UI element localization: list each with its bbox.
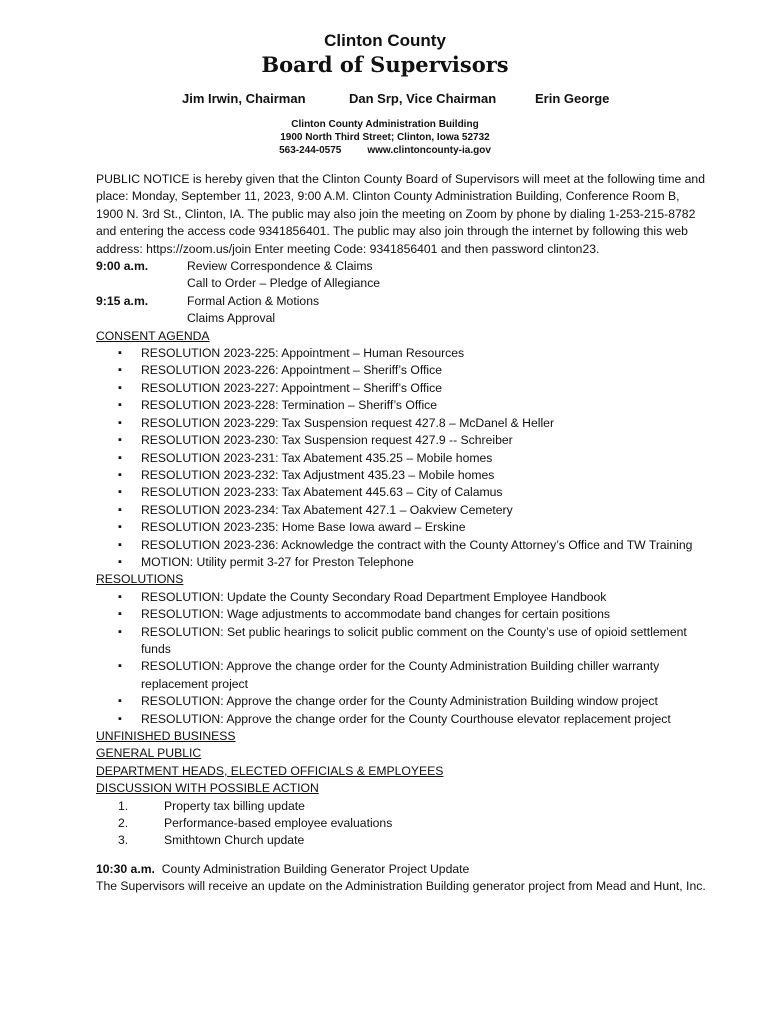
item-number: 2.	[118, 816, 129, 831]
list-item	[96, 798, 706, 815]
member-george: Erin George	[535, 91, 610, 106]
list-item: ▪ RESOLUTION 2023-225: Appointment – Human Resources	[96, 345, 706, 362]
item-text: Smithtown Church update	[164, 833, 305, 848]
list-item: ▪ RESOLUTION: Approve the change order for the County Administration Building chiller warranty replacement project	[96, 658, 706, 693]
list-item: ▪ RESOLUTION: Update the County Secondary Road Department Employee Handbook	[96, 589, 706, 606]
list-item: ▪ MOTION: Utility permit 3-27 for Preston Telephone	[96, 554, 706, 571]
schedule-item: Review Correspondence & Claims	[187, 259, 373, 274]
member-chairman: Jim Irwin, Chairman	[182, 91, 306, 106]
schedule-time: 9:00 a.m.	[96, 259, 149, 274]
schedule-row	[96, 293, 706, 310]
consent-agenda-heading: CONSENT AGENDA	[96, 328, 210, 343]
public-notice: PUBLIC NOTICE is hereby given that the Clinton County Board of Supervisors will meet at the following time and place: Monday, September 11, 2023, 9:00 A.M. Clinton County Administration Building, Conference Room B, 1900 N. 3rd St., Clinton, IA. The public may also join the meeting on Zoom by phone by dialing 1-253-215-8782 and entering the access code 9341856401. The public may also join through the internet by following this web address: https://zoom.us/join Enter meeting Code: 9341856401 and then password clinton23.	[96, 172, 705, 256]
generator-time: 10:30 a.m.	[96, 861, 155, 876]
list-item: ▪ RESOLUTION 2023-232: Tax Adjustment 435.23 – Mobile homes	[96, 467, 706, 484]
list-item: ▪ RESOLUTION 2023-228: Termination – Sheriff’s Office	[96, 397, 706, 414]
county-title: Clinton County	[324, 31, 446, 50]
list-item: ▪ RESOLUTION 2023-236: Acknowledge the contract with the County Attorney’s Office and TW Training	[96, 537, 706, 554]
schedule-subitem: Claims Approval	[187, 311, 276, 326]
schedule-time: 9:15 a.m.	[96, 293, 149, 308]
discussion-heading: DISCUSSION WITH POSSIBLE ACTION	[96, 781, 319, 796]
list-item: ▪ RESOLUTION 2023-233: Tax Abatement 445.63 – City of Calamus	[96, 484, 706, 501]
unfinished-business-heading: UNFINISHED BUSINESS	[96, 729, 236, 743]
website-link[interactable]: www.clintoncounty-ia.gov	[367, 145, 491, 156]
schedule-item: Formal Action & Motions	[187, 293, 320, 308]
building-name: Clinton County Administration Building	[291, 119, 479, 130]
list-item	[96, 832, 706, 849]
list-item: ▪ RESOLUTION 2023-227: Appointment – Sheriff’s Office	[96, 380, 706, 397]
list-item: ▪ RESOLUTION: Set public hearings to solicit public comment on the County’s use of opioid settlement funds	[96, 624, 706, 659]
board-title: Board of Supervisors	[261, 52, 509, 77]
list-item	[96, 815, 706, 832]
list-item: ▪ RESOLUTION 2023-230: Tax Suspension request 427.9 -- Schreiber	[96, 432, 706, 449]
schedule-row	[96, 258, 706, 275]
item-number: 1.	[118, 798, 129, 813]
contact-line	[0, 145, 770, 156]
item-text: Performance-based employee evaluations	[164, 816, 393, 831]
generator-title: County Administration Building Generator Project Update	[161, 861, 470, 876]
general-public-heading: GENERAL PUBLIC	[96, 746, 202, 761]
resolutions-list	[96, 589, 706, 728]
consent-agenda-list	[96, 345, 706, 571]
list-item: ▪ RESOLUTION: Wage adjustments to accommodate band changes for certain positions	[96, 606, 706, 623]
list-item: ▪ RESOLUTION: Approve the change order for the County Administration Building window project	[96, 693, 706, 710]
phone-number: 563-244-0575	[279, 145, 342, 156]
department-heads-heading: DEPARTMENT HEADS, ELECTED OFFICIALS & EMPLOYEES	[96, 763, 444, 778]
discussion-list	[96, 798, 706, 850]
street-address: 1900 North Third Street; Clinton, Iowa 52732	[280, 132, 490, 143]
list-item: ▪ RESOLUTION: Approve the change order for the County Courthouse elevator replacement project	[96, 711, 706, 728]
item-number: 3.	[118, 833, 129, 848]
generator-update-text: The Supervisors will receive an update on the Administration Building generator project from Mead and Hunt, Inc.	[96, 879, 706, 894]
list-item: ▪ RESOLUTION 2023-235: Home Base Iowa award – Erskine	[96, 519, 706, 536]
member-vice-chairman: Dan Srp, Vice Chairman	[349, 91, 497, 106]
list-item: ▪ RESOLUTION 2023-229: Tax Suspension request 427.8 – McDanel & Heller	[96, 415, 706, 432]
schedule-subitem: Call to Order – Pledge of Allegiance	[187, 276, 381, 291]
agenda-body	[96, 171, 706, 896]
list-item: ▪ RESOLUTION 2023-226: Appointment – Sheriff’s Office	[96, 362, 706, 379]
list-item: ▪ RESOLUTION 2023-234: Tax Abatement 427.1 – Oakview Cemetery	[96, 502, 706, 519]
resolutions-heading: RESOLUTIONS	[96, 572, 184, 587]
generator-update-title	[96, 861, 706, 878]
item-text: Property tax billing update	[164, 798, 305, 813]
list-item: ▪ RESOLUTION 2023-231: Tax Abatement 435.25 – Mobile homes	[96, 450, 706, 467]
